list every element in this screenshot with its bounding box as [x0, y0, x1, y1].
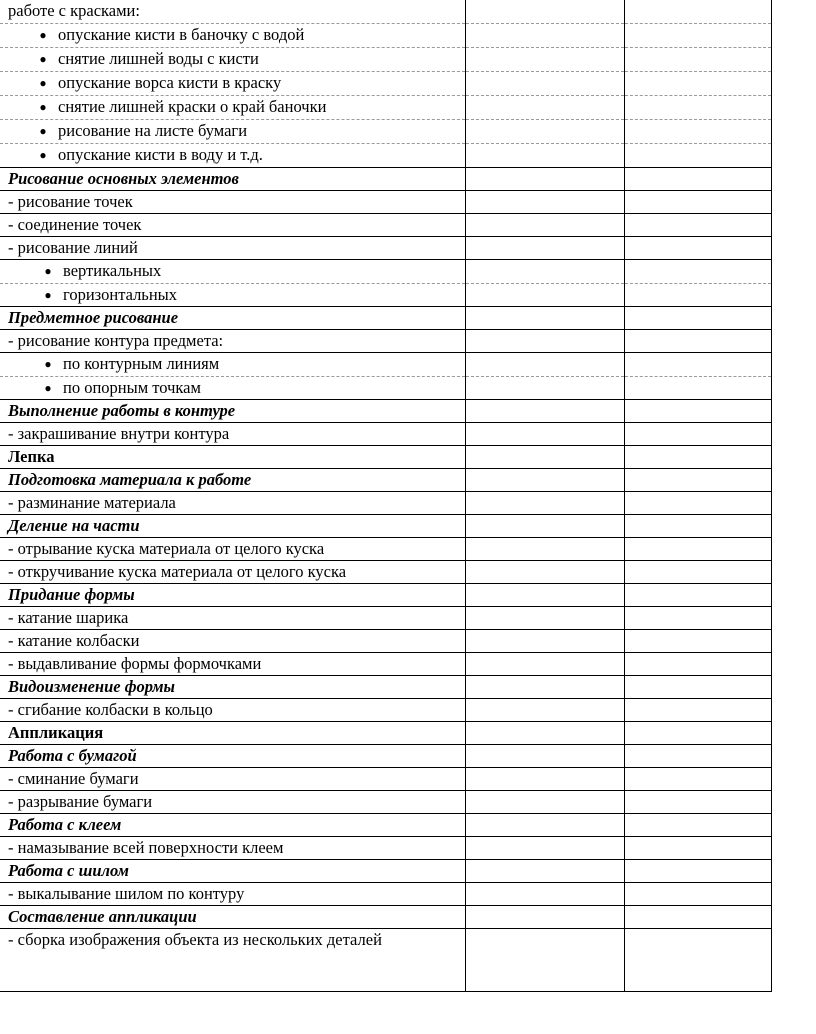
table-row — [0, 95, 771, 119]
skill-text: Деление на части — [8, 515, 140, 535]
skill-cell — [0, 744, 465, 767]
mark-cell-1[interactable] — [465, 790, 624, 813]
table-row — [0, 859, 771, 882]
skill-cell — [0, 352, 465, 376]
mark-cell-2[interactable] — [624, 213, 771, 236]
mark-cell-2[interactable] — [624, 744, 771, 767]
skill-cell — [0, 652, 465, 675]
mark-cell-2[interactable] — [624, 905, 771, 928]
table-row — [0, 376, 771, 399]
table-row — [0, 71, 771, 95]
table-row — [0, 0, 771, 23]
table-row — [0, 514, 771, 537]
mark-cell-2[interactable] — [624, 629, 771, 652]
skill-text: - разрывание бумаги — [8, 791, 153, 811]
mark-cell-1[interactable] — [465, 47, 624, 71]
skill-cell — [0, 491, 465, 514]
mark-cell-2[interactable] — [624, 167, 771, 190]
mark-cell-2[interactable] — [624, 514, 771, 537]
table-row — [0, 213, 771, 236]
skill-text: Работа с клеем — [8, 814, 122, 834]
mark-cell-1[interactable] — [465, 399, 624, 422]
mark-cell-2[interactable] — [624, 190, 771, 213]
mark-cell-1[interactable] — [465, 859, 624, 882]
mark-cell-1[interactable] — [465, 71, 624, 95]
table-row — [0, 583, 771, 606]
skill-cell — [0, 213, 465, 236]
mark-cell-2[interactable] — [624, 560, 771, 583]
skill-cell — [0, 813, 465, 836]
table-row — [0, 928, 771, 991]
skill-text: Выполнение работы в контуре — [8, 400, 236, 420]
table-row — [0, 259, 771, 283]
skill-cell — [0, 190, 465, 213]
skill-cell — [0, 721, 465, 744]
bullet-icon: ● — [39, 51, 47, 66]
table-row — [0, 236, 771, 259]
bullet-icon: ● — [44, 356, 52, 371]
mark-cell-2[interactable] — [624, 47, 771, 71]
bullet-icon: ● — [39, 147, 47, 162]
mark-cell-1[interactable] — [465, 259, 624, 283]
table-row — [0, 652, 771, 675]
table-row — [0, 352, 771, 376]
mark-cell-1[interactable] — [465, 0, 624, 23]
mark-cell-2[interactable] — [624, 376, 771, 399]
mark-cell-1[interactable] — [465, 928, 624, 991]
mark-cell-2[interactable] — [624, 445, 771, 468]
skill-cell — [0, 71, 465, 95]
mark-cell-1[interactable] — [465, 882, 624, 905]
table-row — [0, 329, 771, 352]
mark-cell-2[interactable] — [624, 606, 771, 629]
mark-cell-2[interactable] — [624, 537, 771, 560]
mark-cell-1[interactable] — [465, 767, 624, 790]
mark-cell-2[interactable] — [624, 491, 771, 514]
skill-text: Видоизменение формы — [8, 676, 175, 696]
mark-cell-2[interactable] — [624, 306, 771, 329]
skill-cell — [0, 259, 465, 283]
skill-cell — [0, 698, 465, 721]
skill-cell — [0, 928, 465, 991]
table-row — [0, 143, 771, 167]
mark-cell-1[interactable] — [465, 583, 624, 606]
bullet-icon: ● — [39, 27, 47, 42]
skill-cell — [0, 859, 465, 882]
mark-cell-1[interactable] — [465, 143, 624, 167]
table-row — [0, 675, 771, 698]
skill-cell — [0, 236, 465, 259]
table-row — [0, 560, 771, 583]
table-row — [0, 813, 771, 836]
table-row — [0, 629, 771, 652]
mark-cell-1[interactable] — [465, 190, 624, 213]
mark-cell-1[interactable] — [465, 352, 624, 376]
skill-text: - намазывание всей поверхности клеем — [8, 837, 284, 857]
mark-cell-1[interactable] — [465, 836, 624, 859]
mark-cell-1[interactable] — [465, 422, 624, 445]
mark-cell-1[interactable] — [465, 675, 624, 698]
mark-cell-1[interactable] — [465, 283, 624, 306]
skill-cell — [0, 95, 465, 119]
bullet-icon: ● — [44, 380, 52, 395]
mark-cell-2[interactable] — [624, 399, 771, 422]
mark-cell-1[interactable] — [465, 813, 624, 836]
mark-cell-2[interactable] — [624, 283, 771, 306]
mark-cell-2[interactable] — [624, 698, 771, 721]
skill-cell — [0, 0, 465, 23]
skill-text: Работа с бумагой — [8, 745, 137, 765]
mark-cell-2[interactable] — [624, 352, 771, 376]
bullet-icon: ● — [39, 75, 47, 90]
mark-cell-2[interactable] — [624, 882, 771, 905]
skill-text: - рисование контура предмета: — [8, 330, 224, 350]
mark-cell-2[interactable] — [624, 652, 771, 675]
mark-cell-1[interactable] — [465, 445, 624, 468]
mark-cell-2[interactable] — [624, 71, 771, 95]
skill-text: - сборка изображения объекта из нескольких деталей — [8, 929, 382, 949]
skill-text: Работа с шилом — [8, 860, 129, 880]
table-row — [0, 491, 771, 514]
skill-cell — [0, 583, 465, 606]
table-row — [0, 167, 771, 190]
mark-cell-2[interactable] — [624, 583, 771, 606]
mark-cell-1[interactable] — [465, 652, 624, 675]
skill-text: Предметное рисование — [8, 307, 179, 327]
skill-text: снятие лишней краски о край баночки — [58, 96, 327, 116]
table-row — [0, 767, 771, 790]
mark-cell-1[interactable] — [465, 236, 624, 259]
skill-text: - катание колбаски — [8, 630, 140, 650]
skill-cell — [0, 167, 465, 190]
table-row — [0, 537, 771, 560]
mark-cell-1[interactable] — [465, 629, 624, 652]
bullet-icon: ● — [44, 263, 52, 278]
mark-cell-1[interactable] — [465, 721, 624, 744]
bullet-icon: ● — [44, 287, 52, 302]
skill-cell — [0, 629, 465, 652]
mark-cell-2[interactable] — [624, 23, 771, 47]
skill-text: Аппликация — [8, 722, 104, 742]
skill-text: - откручивание куска материала от целого куска — [8, 561, 347, 581]
table-row — [0, 399, 771, 422]
skill-cell — [0, 329, 465, 352]
bullet-icon: ● — [39, 99, 47, 114]
mark-cell-1[interactable] — [465, 468, 624, 491]
mark-cell-2[interactable] — [624, 422, 771, 445]
mark-cell-1[interactable] — [465, 23, 624, 47]
mark-cell-1[interactable] — [465, 537, 624, 560]
mark-cell-2[interactable] — [624, 259, 771, 283]
skill-cell — [0, 675, 465, 698]
skill-cell — [0, 514, 465, 537]
skill-text: Составление аппликации — [8, 906, 197, 926]
mark-cell-1[interactable] — [465, 119, 624, 143]
skill-text: горизонтальных — [63, 284, 177, 304]
skill-text: Лепка — [8, 446, 55, 466]
skill-cell — [0, 560, 465, 583]
mark-cell-2[interactable] — [624, 836, 771, 859]
skill-text: - рисование линий — [8, 237, 138, 257]
skill-cell — [0, 537, 465, 560]
table-row — [0, 445, 771, 468]
skill-text: снятие лишней воды с кисти — [58, 48, 259, 68]
table-row — [0, 905, 771, 928]
skill-text: опускание ворса кисти в краску — [58, 72, 282, 92]
skill-text: рисование на листе бумаги — [58, 120, 248, 140]
mark-cell-2[interactable] — [624, 767, 771, 790]
skill-text: Подготовка материала к работе — [8, 469, 252, 489]
table-row — [0, 23, 771, 47]
mark-cell-2[interactable] — [624, 928, 771, 991]
table-row — [0, 790, 771, 813]
skill-cell — [0, 119, 465, 143]
skill-text: по опорным точкам — [63, 377, 201, 397]
mark-cell-1[interactable] — [465, 560, 624, 583]
skill-text: - катание шарика — [8, 607, 129, 627]
skill-text: - выкалывание шилом по контуру — [8, 883, 245, 903]
skill-text: - соединение точек — [8, 214, 142, 234]
skill-cell — [0, 399, 465, 422]
mark-cell-1[interactable] — [465, 744, 624, 767]
mark-cell-2[interactable] — [624, 721, 771, 744]
mark-cell-1[interactable] — [465, 606, 624, 629]
mark-cell-2[interactable] — [624, 0, 771, 23]
mark-cell-1[interactable] — [465, 698, 624, 721]
table-row — [0, 744, 771, 767]
table-row — [0, 190, 771, 213]
skill-cell — [0, 882, 465, 905]
mark-cell-2[interactable] — [624, 790, 771, 813]
skill-cell — [0, 283, 465, 306]
skill-text: - сгибание колбаски в кольцо — [8, 699, 213, 719]
table-row — [0, 119, 771, 143]
mark-cell-2[interactable] — [624, 675, 771, 698]
table-row — [0, 721, 771, 744]
skill-text: - отрывание куска материала от целого куска — [8, 538, 325, 558]
table-row — [0, 698, 771, 721]
skill-cell — [0, 23, 465, 47]
bullet-icon: ● — [39, 123, 47, 138]
mark-cell-1[interactable] — [465, 514, 624, 537]
skill-cell — [0, 376, 465, 399]
skill-text: - рисование точек — [8, 191, 133, 211]
skill-cell — [0, 422, 465, 445]
table-row — [0, 836, 771, 859]
skill-text: опускание кисти в воду и т.д. — [58, 144, 263, 164]
table-row — [0, 422, 771, 445]
skill-text: работе с красками: — [8, 1, 140, 20]
mark-cell-2[interactable] — [624, 329, 771, 352]
mark-cell-2[interactable] — [624, 859, 771, 882]
mark-cell-1[interactable] — [465, 491, 624, 514]
mark-cell-1[interactable] — [465, 376, 624, 399]
table-row — [0, 468, 771, 491]
skill-cell — [0, 790, 465, 813]
mark-cell-1[interactable] — [465, 329, 624, 352]
skill-text: - разминание материала — [8, 492, 176, 512]
skill-cell — [0, 905, 465, 928]
skill-text: - сминание бумаги — [8, 768, 139, 788]
skill-text: опускание кисти в баночку с водой — [58, 24, 305, 44]
table-row — [0, 306, 771, 329]
skill-cell — [0, 306, 465, 329]
mark-cell-1[interactable] — [465, 95, 624, 119]
skill-text: Рисование основных элементов — [8, 168, 239, 188]
skill-text: - закрашивание внутри контура — [8, 423, 230, 443]
skill-cell — [0, 836, 465, 859]
mark-cell-2[interactable] — [624, 119, 771, 143]
mark-cell-1[interactable] — [465, 167, 624, 190]
mark-cell-1[interactable] — [465, 306, 624, 329]
skill-text: - выдавливание формы формочками — [8, 653, 262, 673]
skill-cell — [0, 606, 465, 629]
skill-text: вертикальных — [63, 260, 162, 280]
mark-cell-2[interactable] — [624, 143, 771, 167]
skill-cell — [0, 445, 465, 468]
table-row — [0, 882, 771, 905]
skill-cell — [0, 468, 465, 491]
mark-cell-2[interactable] — [624, 236, 771, 259]
table-row — [0, 47, 771, 71]
skill-cell — [0, 143, 465, 167]
skill-text: по контурным линиям — [63, 353, 220, 373]
mark-cell-1[interactable] — [465, 905, 624, 928]
skill-cell — [0, 47, 465, 71]
skill-cell — [0, 767, 465, 790]
table-row — [0, 283, 771, 306]
table-row — [0, 606, 771, 629]
mark-cell-1[interactable] — [465, 213, 624, 236]
mark-cell-2[interactable] — [624, 468, 771, 491]
mark-cell-2[interactable] — [624, 813, 771, 836]
skill-text: Придание формы — [8, 584, 135, 604]
mark-cell-2[interactable] — [624, 95, 771, 119]
